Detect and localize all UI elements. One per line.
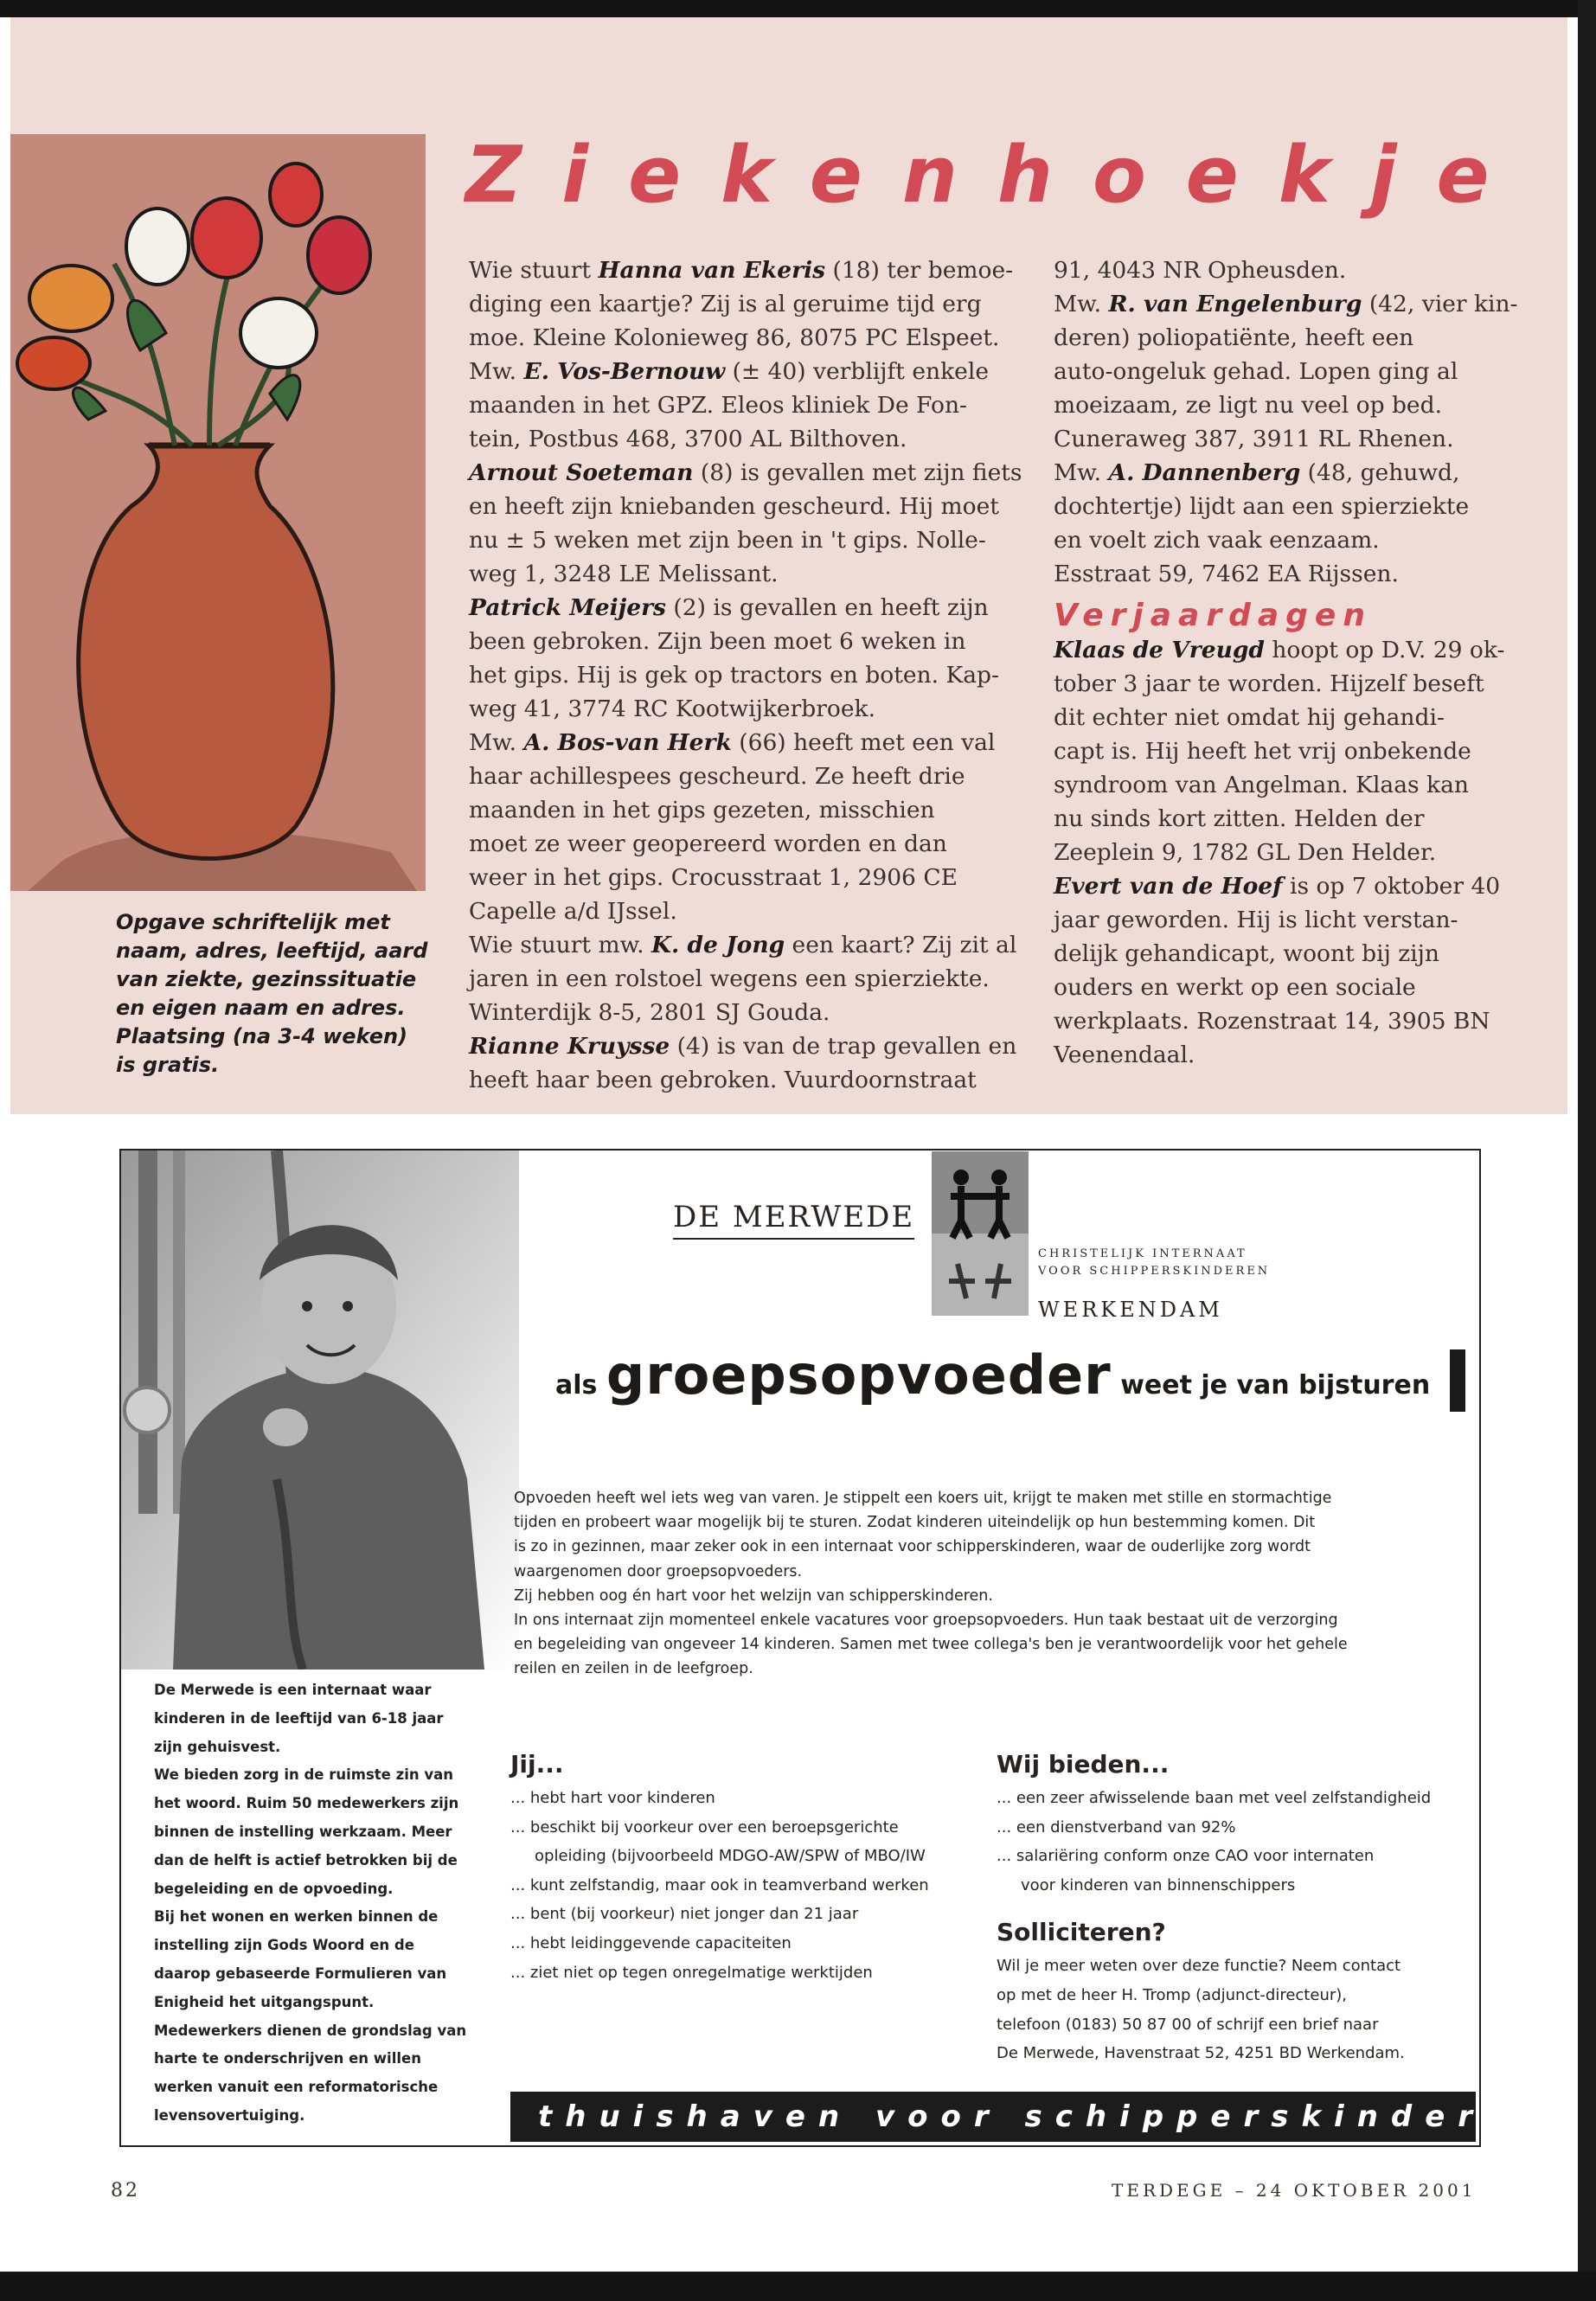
side-line: kinderen in de leeftijd van 6-18 jaar [154,1709,444,1727]
side-line: harte te onderschrijven en willen [154,2050,421,2067]
line-text: (4) is van de trap gevallen en [670,1033,1017,1060]
person-name: Klaas de Vreugd [1054,637,1265,663]
person-name: Patrick Meijers [469,594,666,621]
line-text: moe. Kleine Kolonieweg 86, 8075 PC Elspeet. [469,324,1000,351]
text-line [469,591,1022,625]
person-name: A. Bos-van Herk [523,729,732,756]
contact-line: Wil je meer weten over deze functie? Neem contact [997,1957,1401,1976]
side-line: Medewerkers dienen de grondslag van [154,2022,467,2039]
text-line [469,557,1022,591]
scan-border-bottom [0,2272,1596,2301]
person-name: E. Vos-Bernouw [523,358,726,385]
ad-intro-text [514,1486,1448,1682]
text-line [469,253,1022,287]
text-line [1054,388,1503,422]
text-line [469,321,1022,355]
line-text: jaar geworden. Hij is licht verstan- [1054,907,1458,933]
person-name: Hanna van Ekeris [598,257,826,284]
line-text: heeft haar been gebroken. Vuurdoornstraat [469,1067,977,1093]
caption-line: van ziekte, gezinssituatie [116,967,417,991]
line-text: nu sinds kort zitten. Helden der [1054,805,1425,832]
page-title: Ziekenhoekje [465,130,1529,221]
line-text: capt is. Hij heeft het vrij onbekende [1054,738,1471,765]
list-item: ... hebt leidinggevende capaciteiten [510,1933,792,1952]
organization-name: DE MERWEDE [673,1200,914,1240]
contact-line: op met de heer H. Tromp (adjunct-directeur), [997,1985,1347,2004]
caption-line: Opgave schriftelijk met [116,910,390,934]
body-line: Opvoeden heeft wel iets weg van varen. Je stippelt een koers uit, krijgt te maken met stille en stormachtige [514,1490,1332,1507]
caption-line: en eigen naam en adres. [116,996,406,1020]
line-text: (48, gehuwd, [1300,459,1460,486]
side-line: werken vanuit een reformatorische [154,2079,439,2096]
text-line [1054,937,1503,971]
ad-slogan-banner: thuishaven voor schipperskinderen [510,2092,1476,2142]
side-line: dan de helft is actief betrokken bij de [154,1851,458,1868]
text-line [1054,523,1503,557]
line-text: (2) is gevallen en heeft zijn [665,594,989,621]
line-text: is op 7 oktober 40 [1282,873,1501,900]
boy-photo [121,1150,519,1670]
wij-heading: Wij bieden... [997,1750,1170,1779]
publication-info: TERDEGE – 24 OKTOBER 2001 [1112,2180,1477,2201]
text-line [1054,456,1503,490]
line-text: Cuneraweg 387, 3911 RL Rhenen. [1054,426,1454,452]
text-line [469,355,1022,388]
line-text: Zeeplein 9, 1782 GL Den Helder. [1054,839,1437,866]
side-line: binnen de instelling werkzaam. Meer [154,1823,452,1840]
body-line: In ons internaat zijn momenteel enkele vacatures voor groepsopvoeders. Hun taak bestaat uit de verzorging [514,1612,1338,1630]
line-text: Veenendaal. [1054,1042,1195,1068]
line-text: weer in het gips. Crocusstraat 1, 2906 CE [469,864,958,891]
text-line [469,422,1022,456]
text-line [469,760,1022,793]
text-line [1054,768,1503,802]
line-text: weg 1, 3248 LE Melissant. [469,561,779,587]
list-item: ... beschikt bij voorkeur over een beroepsgerichte [510,1817,899,1836]
logo-subtitle: CHRISTELIJK INTERNAAT VOOR SCHIPPERSKINDEREN [1038,1247,1271,1278]
text-line [1054,667,1503,701]
list-item: ... een zeer afwisselende baan met veel zelfstandigheid [997,1789,1432,1807]
list-item: ... een dienstverband van 92% [997,1817,1236,1836]
line-text: Capelle a/d IJssel. [469,898,677,925]
line-text: nu ± 5 weken met zijn been in 't gips. Nolle- [469,527,986,554]
solliciteren-heading: Solliciteren? [997,1918,1166,1947]
person-name: R. van Engelenburg [1108,291,1362,317]
jij-section [510,1747,960,1987]
verjaardagen-heading: Verjaardagen [1054,598,1372,633]
line-text: dochtertje) lijdt aan een spierziekte [1054,493,1470,520]
contact-line: telefoon (0183) 50 87 00 of schrijf een brief naar [997,2015,1379,2034]
text-line [1054,633,1503,667]
ad-tagline: als groepsopvoeder weet je van bijsturen [555,1343,1431,1407]
column-2 [1054,253,1518,1072]
caption-line: Plaatsing (na 3-4 weken) [116,1024,408,1048]
text-line [469,928,1022,962]
caption-line: naam, adres, leeftijd, aard [116,939,428,963]
line-text: Wie stuurt [469,257,599,284]
list-item: ... salariëring conform onze CAO voor internaten [997,1847,1375,1866]
side-line: We bieden zorg in de ruimste zin van [154,1766,453,1784]
line-text: 91, 4043 NR Opheusden. [1054,257,1347,284]
side-line: Bij het wonen en werken binnen de [154,1908,439,1926]
list-item: voor kinderen van binnenschippers [1021,1875,1296,1894]
side-line: begeleiding en de opvoeding. [154,1880,394,1897]
text-line [1054,903,1503,937]
text-line [1054,971,1503,1004]
line-text: delijk gehandicapt, woont bij zijn [1054,940,1439,967]
line-text: been gebroken. Zijn been moet 6 weken in [469,628,966,655]
line-text: diging een kaartje? Zij is al geruime tijd erg [469,291,982,317]
line-text: (42, vier kin- [1362,291,1518,317]
text-line [1054,1038,1503,1072]
line-text: syndroom van Angelman. Klaas kan [1054,772,1469,798]
text-line [1054,355,1503,388]
person-name: Evert van de Hoef [1054,873,1283,900]
body-line: en begeleiding van ongeveer 14 kinderen. Samen met twee collega's ben je verantwoordelijk voor het gehele [514,1636,1348,1654]
jij-heading: Jij... [510,1750,564,1779]
person-name: Arnout Soeteman [469,459,694,486]
line-text: en heeft zijn kniebanden gescheurd. Hij moet [469,493,999,520]
text-line [1054,802,1503,836]
line-text: deren) poliopatiënte, heeft een [1054,324,1414,351]
text-line [469,827,1022,861]
text-line [1054,557,1503,591]
list-item: ... bent (bij voorkeur) niet jonger dan 21 jaar [510,1905,859,1924]
caption-line: is gratis. [116,1053,220,1077]
person-name: Rianne Kruysse [469,1033,670,1060]
line-text: ouders en werkt op een sociale [1054,974,1416,1001]
page-number: 82 [111,2180,140,2202]
list-item: opleiding (bijvoorbeeld MDGO-AW/SPW of MBO/IW [535,1847,926,1866]
line-text: (18) ter bemoe- [825,257,1014,284]
side-line: instelling zijn Gods Woord en de [154,1937,414,1954]
line-text: werkplaats. Rozenstraat 14, 3905 BN [1054,1008,1490,1035]
line-text: moet ze weer geopereerd worden en dan [469,830,947,857]
side-line: daarop gebaseerde Formulieren van [154,1965,447,1982]
about-de-merwede [154,1676,474,2131]
line-text: tober 3 jaar te worden. Hijzelf beseft [1054,670,1484,697]
line-text: Winterdijk 8-5, 2801 SJ Gouda. [469,999,830,1026]
list-item: ... hebt hart voor kinderen [510,1789,715,1807]
person-name: K. de Jong [651,932,785,958]
text-line [469,456,1022,490]
line-text: hoopt op D.V. 29 ok- [1264,637,1505,663]
list-item: ... kunt zelfstandig, maar ook in teamverband werken [510,1875,929,1894]
text-line [1054,836,1503,869]
text-line [469,658,1022,692]
person-name: A. Dannenberg [1108,459,1301,486]
line-text: een kaart? Zij zit al [785,932,1017,958]
text-line [469,523,1022,557]
side-line: het woord. Ruim 50 medewerkers zijn [154,1795,459,1812]
text-line [469,490,1022,523]
contact-line: De Merwede, Havenstraat 52, 4251 BD Werkendam. [997,2044,1405,2063]
text-line [469,996,1022,1029]
list-item: ... ziet niet op tegen onregelmatige werktijden [510,1963,873,1982]
text-line [469,726,1022,760]
merwede-logo-icon [932,1151,1029,1316]
body-line: tijden en probeert waar mogelijk bij te sturen. Zodat kinderen uiteindelijk op hun bestemming komen. Dit [514,1514,1316,1532]
line-text: (± 40) verblijft enkele [725,358,990,385]
tagline-bar [1450,1349,1465,1412]
line-text: Mw. [469,729,524,756]
line-text: Mw. [1054,291,1109,317]
text-line [1054,734,1503,768]
scan-border-right [1578,0,1596,2301]
body-line: reilen en zeilen in de leefgroep. [514,1660,753,1678]
line-text: Mw. [469,358,524,385]
line-text: weg 41, 3774 RC Kootwijkerbroek. [469,695,876,722]
text-line [469,287,1022,321]
body-line: is zo in gezinnen, maar zeker ook in een internaat voor schipperskinderen, waar de ouderlijke zorg wordt [514,1538,1311,1556]
text-line [1054,490,1503,523]
line-text: dit echter niet omdat hij gehandi- [1054,704,1445,731]
text-line [1054,422,1503,456]
line-text: maanden in het GPZ. Eleos kliniek De Fon- [469,392,967,419]
line-text: auto-ongeluk gehad. Lopen ging al [1054,358,1458,385]
text-line [469,692,1022,726]
line-text: en voelt zich vaak eenzaam. [1054,527,1380,554]
text-line [469,962,1022,996]
scan-border-top [0,0,1596,17]
line-text: het gips. Hij is gek op tractors en boten. Kap- [469,662,999,689]
body-line: waargenomen door groepsopvoeders. [514,1562,803,1580]
text-line [1054,869,1503,903]
side-line: De Merwede is een internaat waar [154,1682,432,1698]
text-line [1054,321,1503,355]
text-line [1054,701,1503,734]
column-1 [469,253,1022,1097]
text-line [1054,253,1503,287]
side-line: Enigheid het uitgangspunt. [154,1993,375,2010]
line-text: Esstraat 59, 7462 EA Rijssen. [1054,561,1399,587]
text-line [469,1029,1022,1063]
text-line [1054,1004,1503,1038]
text-line [469,861,1022,894]
side-line: zijn gehuisvest. [154,1738,281,1755]
wij-section [997,1747,1464,2068]
text-line [469,388,1022,422]
line-text: haar achillespees gescheurd. Ze heeft drie [469,763,965,790]
line-text: jaren in een rolstoel wegens een spierziekte. [469,965,990,992]
line-text: maanden in het gips gezeten, misschien [469,797,935,824]
line-text: (66) heeft met een val [731,729,996,756]
text-line [469,1063,1022,1097]
line-text: Wie stuurt mw. [469,932,651,958]
body-line: Zij hebben oog én hart voor het welzijn van schipperskinderen. [514,1586,993,1605]
text-line [1054,287,1518,321]
line-text: (8) is gevallen met zijn fiets [693,459,1022,486]
text-line [469,894,1022,928]
text-line [469,625,1022,658]
side-line: levensovertuiging. [154,2106,305,2124]
flower-vase-illustration [10,134,426,891]
line-text: tein, Postbus 468, 3700 AL Bilthoven. [469,426,907,452]
logo-city: WERKENDAM [1038,1298,1223,1322]
line-text: Mw. [1054,459,1109,486]
text-line [469,793,1022,827]
submission-note [116,908,427,1080]
line-text: moeizaam, ze ligt nu veel op bed. [1054,392,1442,419]
